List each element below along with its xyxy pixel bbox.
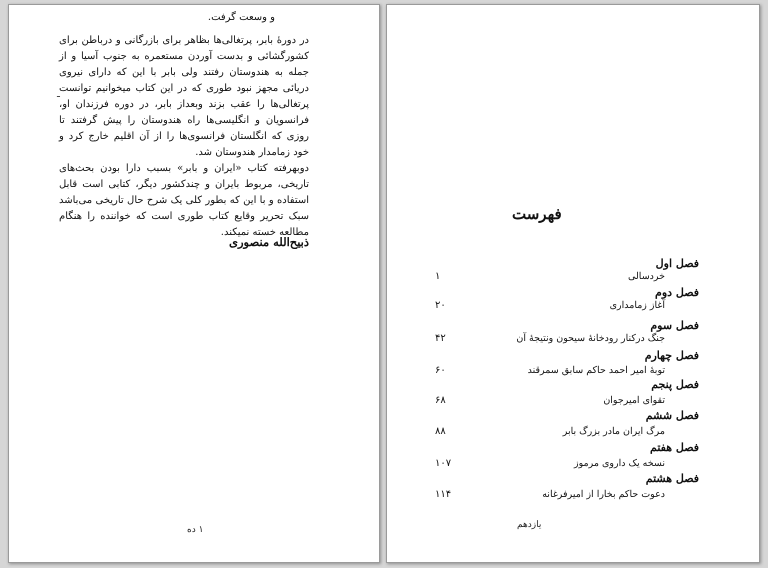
chapter-title: فصل سوم <box>650 319 699 332</box>
chapter-title: فصل اول <box>655 257 699 270</box>
chapter-subtitle: خردسالی <box>627 271 665 282</box>
body-paragraph-1: در دورهٔ بابر، پرتغالی‌ها بظاهر برای بازرگانی و درباطن برای کشورگشائی و بدست آوردن مستعمره به جنوب آسیا و از جمله به هندوستان رفتند ولی بابر با این که دارای نیروی دریائی مجهز نبود طوری که در این کتاب میخوانیم توانست پرتغالی‌ها را عقب بزند وبعداز بابر، در دوره فرزندان او، فرانسویان و انگلیسی‌ها راه هندوستان را پیش گرفتند تا روزی که انگلستان فرانسوی‌ها را از آن اقلیم خارج کرد و خود زمامدار هندوستان شد. <box>59 35 309 158</box>
margin-mark: ـ <box>57 89 60 100</box>
chapter-title: فصل ششم <box>645 409 699 422</box>
chapter-title: فصل پنجم <box>651 378 699 391</box>
chapter-page-number: ۶۰ <box>435 365 446 376</box>
chapter-page-number: ۱ <box>435 271 441 282</box>
chapter-subtitle: نسخه یک داروی مرموز <box>574 458 665 469</box>
chapter-subtitle: آغاز زمامداری <box>609 300 665 311</box>
chapter-subtitle: تقوای امیرجوان <box>603 395 665 406</box>
right-page <box>386 4 760 563</box>
chapter-title: فصل هفتم <box>650 441 699 454</box>
chapter-page-number: ۱۱۴ <box>435 489 452 500</box>
chapter-title: فصل چهارم <box>644 349 699 362</box>
chapter-subtitle: جنگ درکنار رودخانهٔ سیحون ونتیجهٔ آن <box>516 333 665 344</box>
chapter-page-number: ۸۸ <box>435 426 446 437</box>
chapter-page-number: ۱۰۷ <box>435 458 452 469</box>
toc-title: فهرست <box>512 205 562 223</box>
chapter-title: فصل دوم <box>655 286 699 299</box>
opening-line: و وسعت گرفت. <box>207 12 275 23</box>
chapter-subtitle: دعوت حاکم بخارا از امیرفرغانه <box>542 489 665 500</box>
body-paragraph-2: دوبهرفته کتاب «ایران و بابر» بسبب دارا بودن بحث‌های تاریخی، مربوط بایران و چندکشور دیگر، کتابی است قابل استفاده و با این که بطور کلی یک شرح حال تاریخی می‌باشد سبک تحریر وقایع کتاب طوری است که خواننده را هنگام مطالعه خسته نمیکند. <box>59 163 309 238</box>
chapter-title: فصل هشتم <box>645 472 699 485</box>
page-number: یازدهم <box>517 520 542 530</box>
left-page <box>8 4 380 563</box>
chapter-page-number: ۶۸ <box>435 395 446 406</box>
chapter-page-number: ۲۰ <box>435 300 446 311</box>
page-number: ۱ ده <box>187 525 204 535</box>
chapter-subtitle: مرگ ایران مادر بزرگ بابر <box>562 426 665 437</box>
chapter-page-number: ۴۲ <box>435 333 446 344</box>
chapter-subtitle: توبهٔ امیر احمد حاکم سابق سمرقند <box>527 365 665 376</box>
author-signature: ذبیح‌الله منصوری <box>229 235 309 249</box>
